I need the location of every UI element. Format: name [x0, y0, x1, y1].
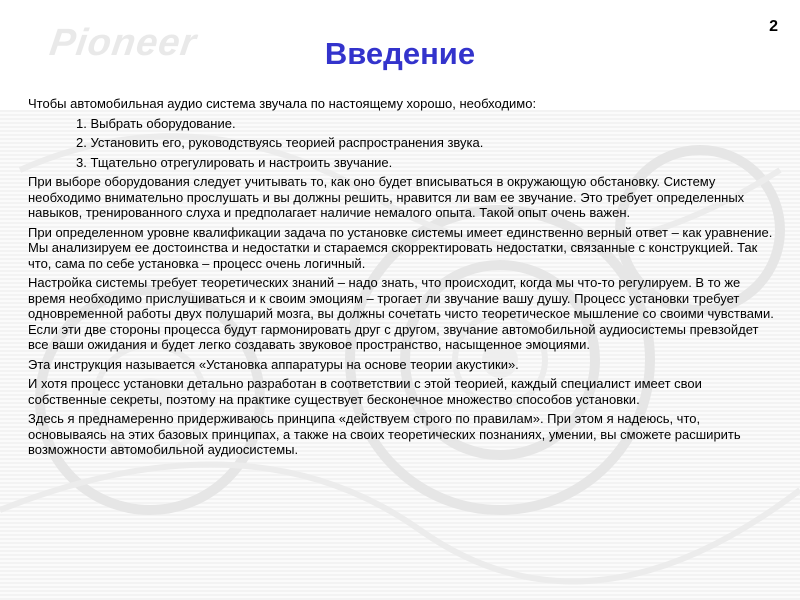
- page-title: Введение: [324, 36, 476, 71]
- page-number: 2: [769, 18, 778, 35]
- paragraph-installation-logic: При определенном уровне квалификации задача по установке системы имеет единственно верный ответ – как уравнение. Мы анализируем ее достоинства и недостатки и стараемся скорректировать недостатки, связанные с конструкцией. Так что, сама по себе установка – процесс очень логичный.: [28, 224, 773, 271]
- paragraph-instruction-name: Эта инструкция называется «Установка аппаратуры на основе теории акустики».: [28, 356, 519, 372]
- list-item: 3. Тщательно отрегулировать и настроить звучание.: [76, 154, 393, 170]
- body-text: [28, 96, 780, 462]
- paragraph-installation-secrets: И хотя процесс установки детально разработан в соответствии с этой теорией, каждый специалист имеет свои собственные секреты, поэтому на практике существует бесконечное множество способов установки.: [28, 376, 702, 407]
- intro-paragraph: Чтобы автомобильная аудио система звучала по настоящему хорошо, необходимо:: [28, 96, 537, 111]
- pioneer-logo: Pioneer: [47, 22, 200, 64]
- paragraph-principles: Здесь я преднамеренно придерживаюсь принципа «действуем строго по правилам». При этом я надеюсь, что, основываясь на этих базовых принципах, а также на своих теоретических познаниях, умении, вы сможете расширить возможности автомобильной аудиосистемы.: [28, 411, 741, 457]
- paragraph-tuning: Настройка системы требует теоретических знаний – надо знать, что происходит, когда мы что-то регулируем. В то же время необходимо прислушиваться и к своим эмоциям – трогает ли звучание вашу душу. Процесс установки требует одновременной работы двух полушарий мозга, вы должны сочетать чисто теоретическое мышление со своими чувствами. Если эти две стороны процесса будут гармонировать друг с другом, звучание автомобильной аудиосистемы превзойдет все ваши ожидания и будет легко создавать звуковое пространство, насыщенное эмоциями.: [28, 275, 774, 352]
- paragraph-equipment-choice: При выборе оборудования следует учитывать то, как оно будет вписываться в окружающую обстановку. Систему необходимо внимательно прослушать и вы должны решить, нравится ли вам ее звучание. Это требует определенных навыков, тренированного слуха и предполагает наличие немалого опыта. Такой опыт очень важен.: [28, 174, 745, 220]
- steps-list: [28, 116, 780, 171]
- list-item: 2. Установить его, руководствуясь теорией распространения звука.: [76, 135, 484, 150]
- list-item: 1. Выбрать оборудование.: [76, 115, 236, 131]
